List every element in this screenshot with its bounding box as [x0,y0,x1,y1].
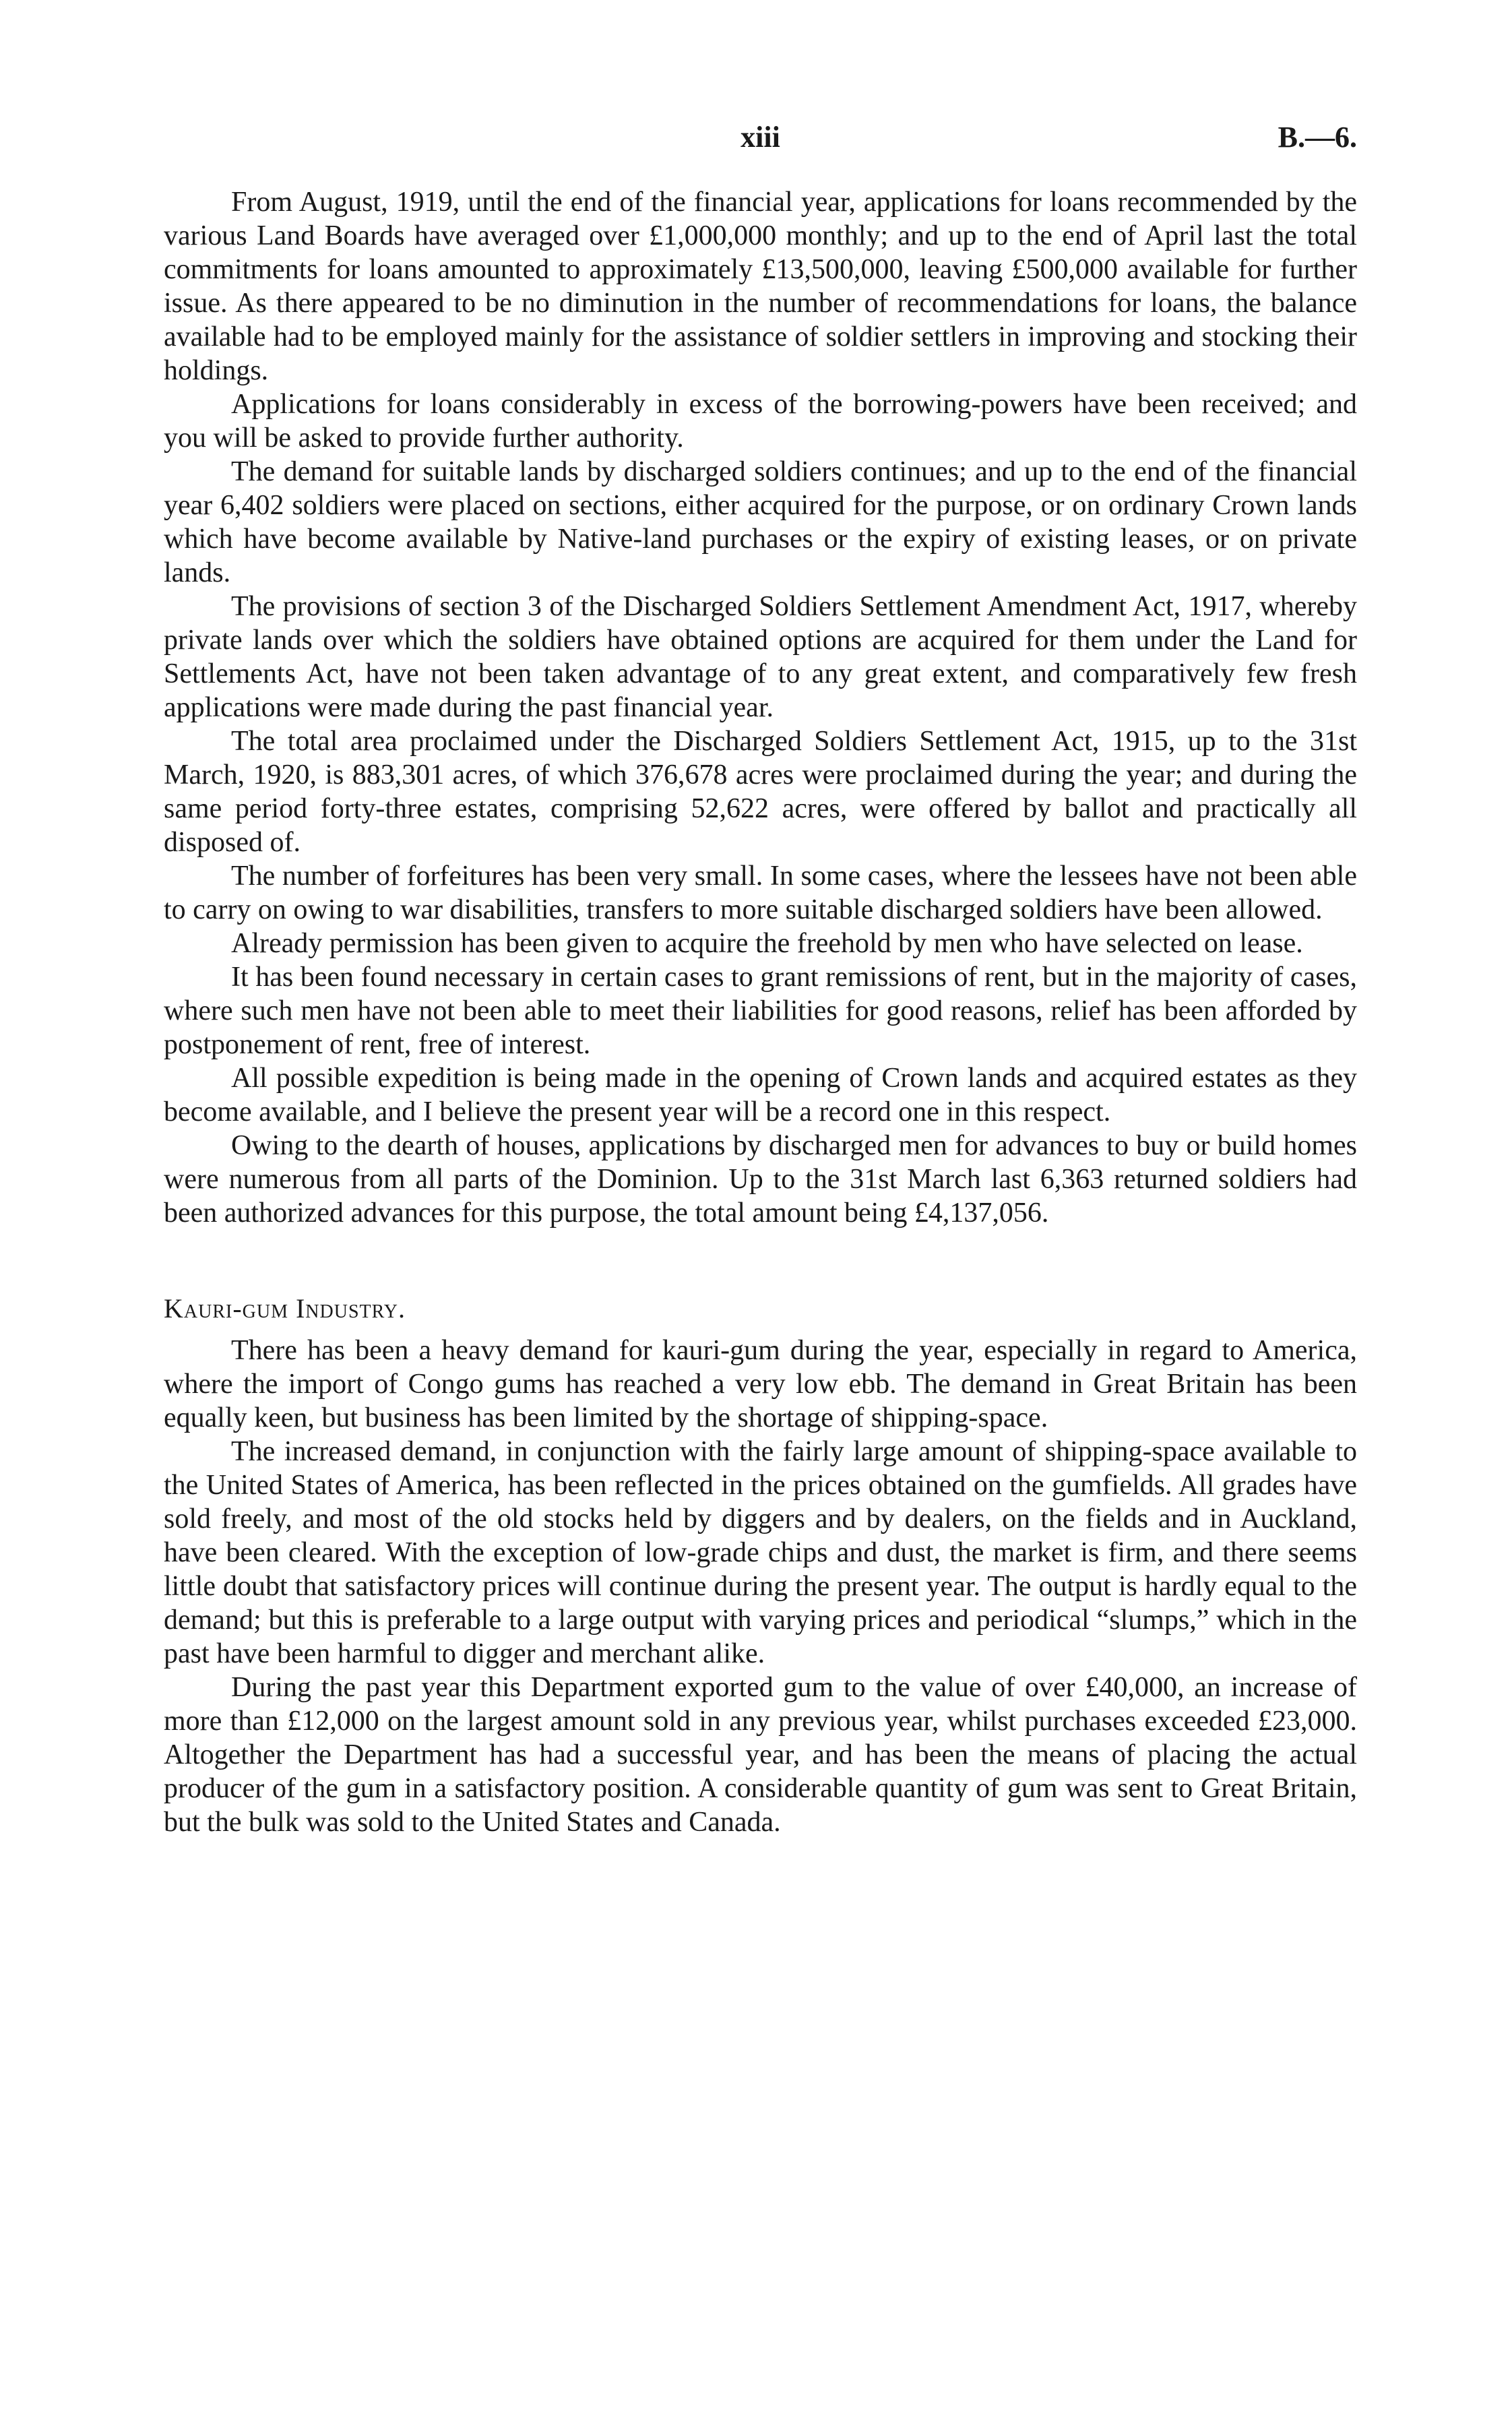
section-heading-kauri-gum: Kauri-gum Industry. [164,1293,406,1324]
paragraph: All possible expedition is being made in the opening of Crown lands and acquired estates as they become available, and I believe the present year will be a record one in this respect. [164,1063,1357,1127]
kauri-gum-section [164,1334,1357,1839]
paragraph: The demand for suitable lands by discharged soldiers continues; and up to the end of the financial year 6,402 soldiers were placed on sections, either acquired for the purpose, or on ordinary Crown lands which have become available by Native-land purchases or the expiry of existing leases, or on private lands. [164,456,1357,588]
paragraph: There has been a heavy demand for kauri-gum during the year, especially in regard to America, where the import of Congo gums has reached a very low ebb. The demand in Great Britain has been equally keen, but business has been limited by the shortage of shipping-space. [164,1335,1357,1433]
paragraph: Owing to the dearth of houses, applications by discharged men for advances to buy or build homes were numerous from all parts of the Dominion. Up to the 31st March last 6,363 returned soldiers had been authorized advances for this purpose, the total amount being £4,137,056. [164,1130,1357,1229]
paragraph: Already permission has been given to acquire the freehold by men who have selected on lease. [231,928,1303,959]
paragraph: It has been found necessary in certain cases to grant remissions of rent, but in the majority of cases, where such men have not been able to meet their liabilities for good reasons, relief has been afforded by postponement of rent, free of interest. [164,962,1357,1060]
paragraph: The total area proclaimed under the Discharged Soldiers Settlement Act, 1915, up to the 31st March, 1920, is 883,301 acres, of which 376,678 acres were proclaimed during the year; and during the same period forty-three estates, comprising 52,622 acres, were offered by ballot and practically all disposed of. [164,726,1357,858]
paragraph: The provisions of section 3 of the Discharged Soldiers Settlement Amendment Act, 1917, whereby private lands over which the soldiers have obtained options are acquired for them under the Land for Settlements Act, have not been taken advantage of to any great extent, and comparatively few fresh applications were made during the past financial year. [164,591,1357,723]
document-reference: B.—6. [1278,121,1357,154]
paragraph: The increased demand, in conjunction with the fairly large amount of shipping-space available to the United States of America, has been reflected in the prices obtained on the gumfields. All grades have sold freely, and most of the old stocks held by diggers and by dealers, on the fields and in Auckland, have been cleared. With the exception of low-grade chips and dust, the market is firm, and there seems little doubt that satisfactory prices will continue during the present year. The output is hardly equal to the demand; but this is preferable to a large output with varying prices and periodical “slumps,” which in the past have been harmful to digger and merchant alike. [164,1436,1357,1669]
body-text [164,185,1357,1839]
paragraph: Applications for loans considerably in excess of the borrowing-powers have been received; and you will be asked to provide further authority. [164,389,1357,454]
soldier-settlement-section [164,185,1357,1230]
paragraph: During the past year this Department exported gum to the value of over £40,000, an increase of more than £12,000 on the largest amount sold in any previous year, whilst purchases exceeded £23,000. Altogether the Department has had a successful year, and has been the means of placing the actual producer of the gum in a satisfactory position. A considerable quantity of gum was sent to Great Britain, but the bulk was sold to the United States and Canada. [164,1672,1357,1838]
paragraph: The number of forfeitures has been very small. In some cases, where the lessees have not been able to carry on owing to war disabilities, transfers to more suitable discharged soldiers have been allowed. [164,861,1357,925]
page-header [164,120,1357,160]
paragraph: From August, 1919, until the end of the financial year, applications for loans recommended by the various Land Boards have averaged over £1,000,000 monthly; and up to the end of April last the total commitments for loans amounted to approximately £13,500,000, leaving £500,000 available for further issue. As there appeared to be no diminution in the number of recommendations for loans, the balance available had to be employed mainly for the assistance of soldier settlers in improving and stocking their holdings. [164,187,1357,386]
page-number: xiii [741,121,780,154]
